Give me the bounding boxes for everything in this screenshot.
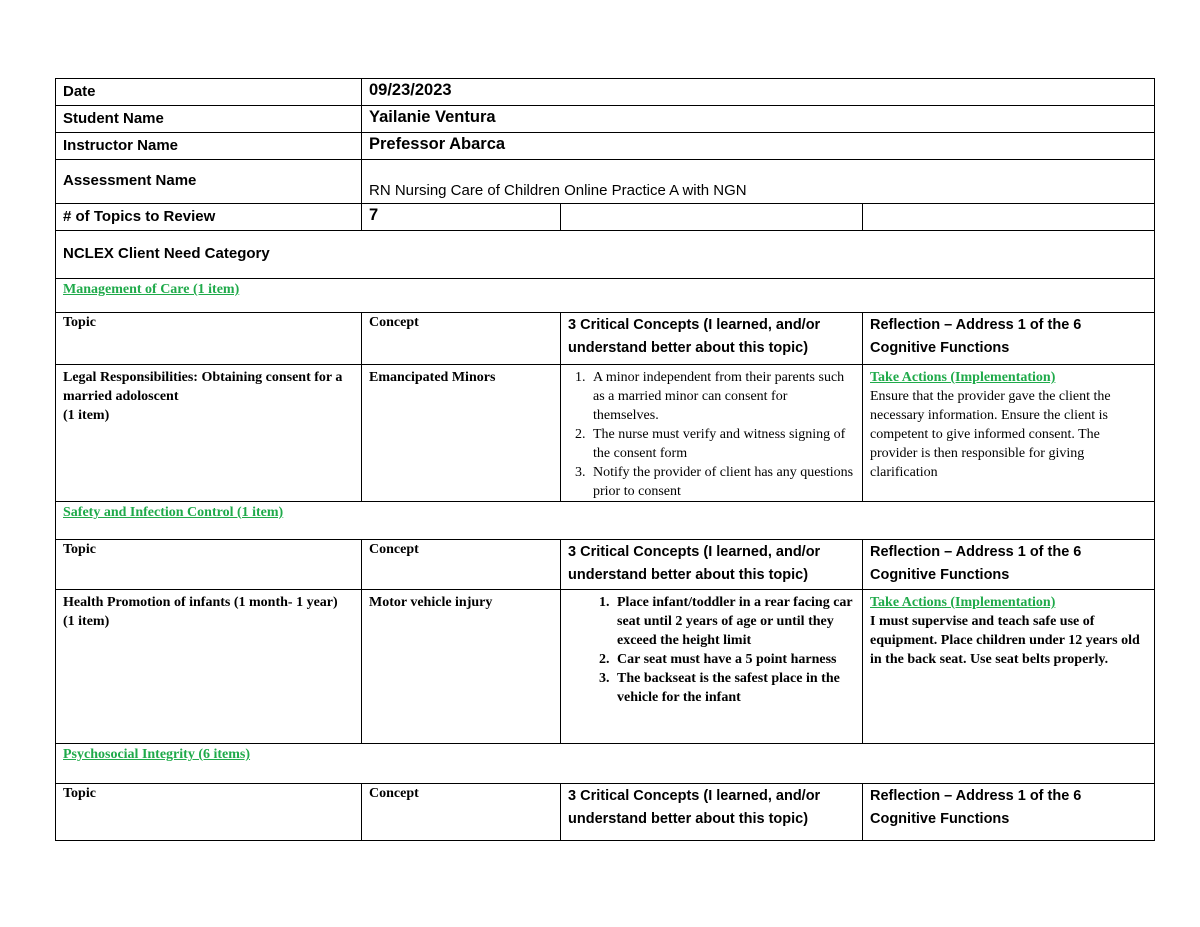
reflection-header: Reflection – Address 1 of the 6 Cognitive Functions	[870, 317, 1082, 356]
student-row	[56, 106, 1155, 133]
column-header-row	[56, 540, 1155, 590]
concept-header: Concept	[369, 786, 419, 801]
topics-count-value: 7	[369, 206, 379, 224]
section-title-management-of-care: Management of Care (1 item)	[63, 282, 240, 297]
instructor-row	[56, 133, 1155, 160]
section-title-row	[56, 279, 1155, 313]
section-title-row	[56, 502, 1155, 540]
date-label: Date	[63, 83, 96, 100]
topic-header: Topic	[63, 315, 96, 330]
reflection-header: Reflection – Address 1 of the 6 Cognitive Functions	[870, 788, 1082, 827]
concept-text: Motor vehicle injury	[369, 595, 493, 610]
column-header-row	[56, 784, 1155, 841]
list-item: 3. Notify the provider of client has any questions prior to consent	[589, 463, 855, 501]
reflection-header: Reflection – Address 1 of the 6 Cognitive Functions	[870, 544, 1082, 583]
empty-cell	[561, 204, 863, 231]
section-title-row	[56, 744, 1155, 784]
list-item: 1. Place infant/toddler in a rear facing car seat until 2 years of age or until they exceed the height limit	[613, 593, 855, 650]
instructor-name-value: Prefessor Abarca	[369, 135, 506, 153]
content-row	[56, 590, 1155, 744]
remediation-table	[55, 78, 1155, 841]
assessment-name-value: RN Nursing Care of Children Online Practice A with NGN	[369, 182, 747, 199]
critical-concepts-header: 3 Critical Concepts (I learned, and/or understand better about this topic)	[568, 544, 821, 583]
topic-item-count: (1 item)	[63, 614, 110, 629]
student-name-value: Yailanie Ventura	[369, 108, 496, 126]
assessment-name-label: Assessment Name	[63, 172, 197, 189]
section-title-safety-infection-control: Safety and Infection Control (1 item)	[63, 505, 284, 520]
list-item: 3. The backseat is the safest place in the vehicle for the infant	[613, 669, 855, 707]
empty-cell	[863, 204, 1155, 231]
reflection-text: I must supervise and teach safe use of equipment. Place children under 12 years old in the back seat. Use seat belts properly.	[870, 614, 1140, 667]
nclex-category-label: NCLEX Client Need Category	[63, 245, 270, 262]
concept-header: Concept	[369, 542, 419, 557]
topics-count-row	[56, 204, 1155, 231]
reflection-text: Ensure that the provider gave the client the necessary information. Ensure the client is competent to give informed consent. The provider is then responsible for giving clarification	[870, 389, 1111, 480]
reflection-title: Take Actions (Implementation)	[870, 370, 1056, 385]
student-name-label: Student Name	[63, 110, 164, 127]
assessment-row	[56, 160, 1155, 204]
topic-header: Topic	[63, 542, 96, 557]
topics-count-label: # of Topics to Review	[63, 208, 216, 225]
date-row	[56, 79, 1155, 106]
topic-text: Health Promotion of infants (1 month- 1 year)	[63, 595, 338, 610]
critical-concepts-header: 3 Critical Concepts (I learned, and/or understand better about this topic)	[568, 317, 821, 356]
critical-concepts-list	[587, 593, 855, 707]
column-header-row	[56, 313, 1155, 365]
topic-header: Topic	[63, 786, 96, 801]
instructor-name-label: Instructor Name	[63, 137, 179, 154]
list-item: 2. The nurse must verify and witness signing of the consent form	[589, 425, 855, 463]
critical-concepts-header: 3 Critical Concepts (I learned, and/or understand better about this topic)	[568, 788, 821, 827]
topic-text: Legal Responsibilities: Obtaining consent for a married adoloscent	[63, 370, 343, 404]
critical-concepts-list	[563, 368, 855, 501]
nclex-row	[56, 231, 1155, 279]
reflection-title: Take Actions (Implementation)	[870, 595, 1056, 610]
list-item: 1. A minor independent from their parents such as a married minor can consent for themselves.	[589, 368, 855, 425]
date-value: 09/23/2023	[369, 81, 452, 99]
concept-header: Concept	[369, 315, 419, 330]
section-title-psychosocial-integrity: Psychosocial Integrity (6 items)	[63, 747, 251, 762]
concept-text: Emancipated Minors	[369, 370, 496, 385]
content-row	[56, 365, 1155, 502]
list-item: 2. Car seat must have a 5 point harness	[613, 650, 855, 669]
topic-item-count: (1 item)	[63, 408, 110, 423]
